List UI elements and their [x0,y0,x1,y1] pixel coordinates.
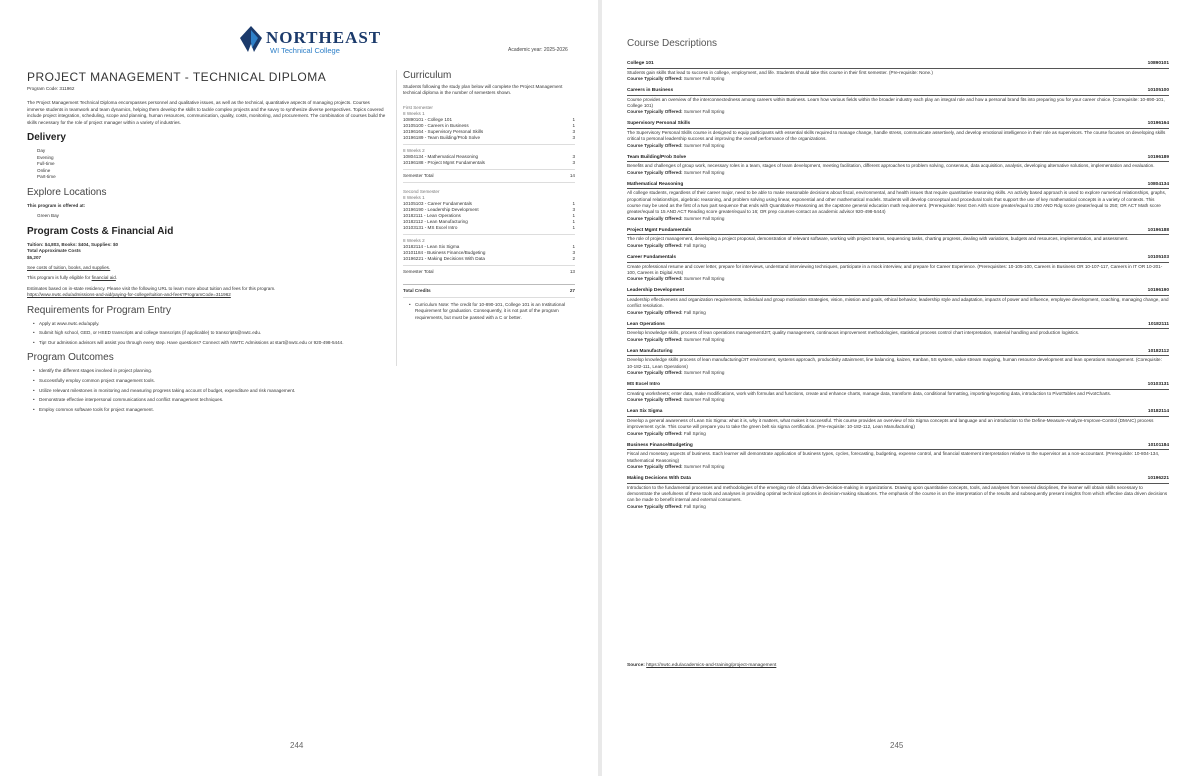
semester-total: Semester Total 14 [403,172,575,178]
course-number: 10196189 [1147,154,1169,160]
curriculum-panel [403,70,575,325]
course-offered: Course Typically Offered: Fall Spring [627,503,706,509]
curriculum-course-row: 10182112 - Lean Manufacturing 1 [403,218,575,224]
see-costs-link[interactable]: See costs of tuition, books, and supplies. [27,265,111,271]
block-label: 8 Weeks 1 [403,110,425,116]
tuition-line: Tuition: $4,803, Books: $404, Supplies: $0 [27,241,119,247]
course-title: Project Mgmt Fundamentals [627,227,692,233]
requirements-heading: Requirements for Program Entry [27,304,171,316]
source-link[interactable]: https://nwtc.edu/academics-and-training/project-management [646,663,777,668]
course-description: All college students, regardless of their career major, need to be able to make reasonable decisions about fiscal, environmental, and health issues that require quantitative reasoning skills. An activity based approach is used to explore numerical relationships, graphs, proportional relationships, algebraic reasoning, and problem solving using linear, exponential and other mathematical models. Students will develop conceptual and procedural tools that support the use of key mathematical concepts in a variety of contexts. This course may be used as the first of a two part sequence that ends with Quantitative Reasoning as the capstone general education math requirement. (Prerequisite: Next Gen Arith score greater/equal to 250 AND Rdg score greater/equal to 250; OR ACT Math score greater/equal to 15 AND ACT Reading score greater/equal to 16; OR prep courses-contact an academic advisor 920-498-5444) [627,190,1167,215]
course-title: Supervisory Personal Skills [627,121,691,127]
course-number: 10182111 [1148,321,1169,327]
course-title: Mathematical Reasoning [627,181,684,187]
delivery-heading: Delivery [27,132,66,144]
course-title: Team Building/Prob Solve [627,154,687,160]
course-offered: Course Typically Offered: Summer Fall Spring [627,142,725,148]
course-description: Introduction to the fundamental processes and methodologies of the emerging role of data driven-decision-making in organizations. Drawing upon quantitative concepts, tools, and analyses from several disciplines, the learner will obtain skills necessary to demonstrate the usefulness of these tools and analyses in providing optimal technical options in decision-making situations. The emphasis of the course is on the interpretation of the results and subsequently present insights from which effective data driven decisions can be made to benefit internal and external consumers. [627,484,1168,503]
course-entry [627,255,1169,282]
course-offered: Course Typically Offered: Fall Spring [627,430,706,436]
course-offered: Course Typically Offered: Summer Fall Spring [627,397,725,403]
outcomes-heading: Program Outcomes [27,352,114,364]
curriculum-course-row: 10196190 - Leadership Development 3 [403,206,575,212]
tuition-url-link[interactable]: https://www.nwtc.edu/admissions-and-aid/paying-for-college/tuition-and-fees?ProgramCode=311962 [27,292,231,298]
curriculum-course-row: 10196189 - Team Building/Prob Solve 3 [403,134,575,140]
curriculum-note: • Curriculum Note: The credit for 10-890-101, College 101 is an Institutional Requirement for graduation. Consequently, it is not part of the program requirements, but must be passed with a C or better. [409,302,575,322]
course-description: Leadership effectiveness and organization requirements, individual and group motivation strategies, vision, mission and goals, ethical behavior, leadership style and adaptation, impacts of power and influence, employee development, coaching, managing change, and conflict resolution. [627,296,1169,309]
logo-subtitle: WI Technical College [270,46,340,55]
outcome-item: • Demonstrate effective interpersonal communications and conflict management techniques. [33,397,387,404]
course-number: 10103131 [1147,382,1169,388]
curriculum-course-row: 10804134 - Mathematical Reasoning 3 [403,153,575,159]
curriculum-course-row: 10101184 - Business Finance/Budgeting 3 [403,249,575,255]
course-offered: Course Typically Offered: Summer Fall Spring [627,276,725,282]
curriculum-intro: Students following the study plan below will complete the Project Management technical diploma in the number of semesters shown. [403,84,563,96]
curriculum-course-row: 10196221 - Making Decisions With Data 2 [403,255,575,261]
course-entry [627,121,1169,148]
source-line: Source: https://nwtc.edu/academics-and-training/project-management [627,663,777,668]
program-overview [27,70,387,416]
course-offered: Course Typically Offered: Summer Fall Spring [627,169,725,175]
delivery-item: Part-time [37,174,56,180]
course-description: Fiscal and monetary aspects of business. Each learner will demonstrate application of business types, cycles, forecasting, budgeting, expense control, and financial statement interpretation relative to the supervisor as a non-accountant. (Prerequisite: 10-804-134, Mathematical Reasoning) [627,451,1160,463]
outcome-item: • Employ common software tools for project management. [33,407,387,414]
semester-total: Semester Total 13 [403,268,575,274]
course-number: 10101184 [1147,442,1169,448]
program-intro: The Project Management Technical Diploma encompasses personnel and qualitative issues, as well as the technical, quantitative aspects of managing projects. Courses immerse students in teamwork and team dynamics, helping them develop the skills to tackle complex projects and the savvy to synthesize diverse perspectives. Topics covered include project integration, scheduling, scope and planning, human resources, communication, quality, costs, monitoring, and procurement. The combination of courses build the skills necessary for the role of project manager within a variety of industries. [27,100,386,125]
curriculum-course-row: 10105103 - Career Fundamentals 1 [403,200,575,206]
logo-name: NORTHEAST [266,28,382,47]
financial-aid-link[interactable]: financial aid [91,275,116,281]
requirement-item: • Tip! Our admission advisors will assist you through every step. Have questions? Connect with NWTC Admissions at start@nwtc.edu or 920-498-5444. [33,340,387,347]
delivery-item: Evening [37,154,54,160]
curriculum-course-row: 10890101 - College 101 1 [403,116,575,122]
curriculum-heading: Curriculum [403,70,452,81]
estimates-note: Estimates based on in-state residency. Please visit the following URL to learn more about tuition and fees for this program. [27,285,276,291]
course-entry [627,228,1169,249]
semester-label: Second Semester [403,188,440,194]
curriculum-note-list [409,302,575,322]
right-page [602,0,1200,776]
curriculum-course-row: 10182111 - Lean Operations 1 [403,212,575,218]
curriculum-course-row: 10105100 - Careers in Business 1 [403,122,575,128]
outcomes-list [33,368,387,413]
outcome-item: • Successfully employ common project management tools. [33,378,387,385]
requirement-item: • Submit high school, GED, or HSED transcripts and college transcripts (if applicable) to transcripts@nwtc.edu. [33,330,387,337]
course-description: Create professional resume and cover letter, prepare for interviews, understand interviewing techniques, participate in a mock interview, and prepare for Career Experience. (Prerequisites: 10-105-100, Careers in Business OR 10-107-117, Careers in IT OR 10-201-100, Careers in Digital Arts) [627,263,1163,275]
course-description: The Supervisory Personal Skills course is designed to equip participants with essential skills required to manage change, handle stress, communicate assertively, and develop emotional intelligence in their role as supervisors. The course focuses on developing skills critical to personal leadership success and improving the overall performance of the organizations. [627,129,1166,142]
course-entry [627,155,1169,176]
semester-label: First Semester [403,104,433,110]
course-number: 10182114 [1147,409,1169,415]
course-offered: Course Typically Offered: Fall Spring [627,309,706,315]
course-description: Course provides an overview of the interconnectedness among careers within Business. Learn how various fields within the broader industry each play an integral role and how a personal brand fits into preparing you for your career choice. (Corequisite: 10-890-101, College 101) [627,96,1165,108]
curriculum-course-row: 10103131 - MS Excel Intro 1 [403,224,575,230]
course-entry [627,61,1169,82]
outcome-item: • Identify the different stages involved in project planning. [33,368,387,375]
course-number: 10105103 [1147,255,1169,261]
column-divider [396,70,397,366]
requirements-list [33,321,387,347]
course-entry [627,382,1169,403]
course-offered: Course Typically Offered: Fall Spring [627,242,706,248]
block-label: 8 Weeks 2 [403,147,425,153]
course-description: Develop a general awareness of Lean Six Sigma: what it is, why it matters, what makes it successful. This course provides an overview of Six Sigma concepts and language and an introduction to the Define-Measure-Analyze-Improve-Control (DMAIC) process improvement cycle. This course will prepare you to take the green belt six sigma certification. (Pre-requisite: 10-182-112, Lean Manufacturing) [627,417,1154,430]
course-title: Careers in Business [627,88,674,94]
financial-aid-line: This program is fully eligible for financial aid. [27,275,118,281]
delivery-item: Full-time [37,161,55,167]
course-offered: Course Typically Offered: Summer Fall Spring [627,109,725,115]
course-entry [627,443,1169,470]
course-number: 10196164 [1147,121,1169,127]
course-offered: Course Typically Offered: Summer Fall Spring [627,75,725,81]
outcome-item: • Utilize relevant milestones in monitoring and measuring progress taking account of budget, expenditure and risk management. [33,388,387,395]
course-descriptions-heading: Course Descriptions [627,38,718,49]
college-logo [240,26,382,56]
course-title: Lean Six Sigma [627,409,663,415]
course-list [627,61,1169,516]
course-description: Students gain skills that lead to success in college, employment, and life. Students should take this course in their first semester. (Pre-requisite: None.) [627,69,933,75]
course-title: Leadership Development [627,288,685,294]
block-label: 8 Weeks 2 [403,237,425,243]
program-title: PROJECT MANAGEMENT - TECHNICAL DIPLOMA [27,70,327,84]
page-number-left: 244 [290,741,304,750]
locations-offered: This program is offered at: [27,203,86,208]
course-title: Lean Operations [627,321,665,327]
course-description: Creating worksheets; enter data, make modifications, work with formulas and functions, create and enhance charts, manage data, transform data, conditional formatting, importing/exporting data, introduction to PivotTables and PivotCharts. [627,390,1112,396]
delivery-item: Online [37,167,51,173]
course-title: Lean Manufacturing [627,348,673,354]
course-number: 10196190 [1147,288,1169,294]
course-number: 10105100 [1147,88,1169,94]
course-description: The role of project management, developing a project proposal, demonstration of relevant software, working with project teams, sequencing tasks, charting progress, dealing with variations, budgets and resources, implementation, and assessment. [627,236,1129,242]
left-page [0,0,598,776]
block-label: 8 Weeks 1 [403,194,425,200]
course-number: 10804134 [1147,181,1169,187]
total-costs-value: $5,207 [27,254,42,260]
course-offered: Course Typically Offered: Summer Fall Spring [627,463,725,469]
curriculum-course-row: 10196188 - Project Mgmt Fundamentals 3 [403,159,575,165]
course-description: Develop knowledge skills, process of lean operations management/JIT, quality management, continuous improvement methodologies, statistical process control chart interpretation, material handling and production logistics. [627,330,1080,336]
course-description: Benefits and challenges of group work, necessary roles in a team, stages of team development, meeting facilitation, different approaches to problem solving, consensus, data acquisition, analysis, developing alternative solutions, implementation and evaluation. [627,163,1155,169]
curriculum-course-row: 10182114 - Lean Six Sigma 1 [403,243,575,249]
total-costs-label: Total Approximate Costs [27,248,81,254]
course-title: Making Decisions With Data [627,476,691,482]
delivery-list [37,148,387,181]
course-title: College 101 [627,61,654,66]
course-number: 10182112 [1147,348,1169,354]
curriculum-course-row: 10196164 - Supervisory Personal Skills 3 [403,128,575,134]
program-code: Program Code: 311962 [27,86,75,91]
course-description: Develop knowledge skills process of lean manufacturing/JIT environment, systems approach, productivity attainment, line balancing, kaizen, Kanban, 5S system, value stream mapping, human resource development and lean operations management. (Corequisite: 10-182-111, Lean Operations) [627,357,1162,369]
page-number-right: 245 [890,741,904,750]
course-entry [627,476,1169,510]
delivery-item: Day [37,148,46,154]
course-number: 10890101 [1147,61,1169,66]
course-offered: Course Typically Offered: Summer Fall Spring [627,370,725,376]
total-credits: Total Credits 27 [403,287,575,293]
course-offered: Course Typically Offered: Summer Fall Spring [627,215,725,221]
course-entry [627,409,1169,436]
course-entry [627,182,1169,222]
location-item: Green Bay [37,213,59,219]
course-title: Career Fundamentals [627,255,677,261]
requirement-item: • Apply at www.nwtc.edu/apply. [33,321,387,328]
locations-heading: Explore Locations [27,187,107,198]
course-entry [627,322,1169,343]
course-entry [627,349,1169,376]
course-entry [627,88,1169,115]
course-number: 10196188 [1147,227,1169,233]
costs-heading: Program Costs & Financial Aid [27,225,174,237]
course-title: Business Finance/Budgeting [627,442,693,448]
course-offered: Course Typically Offered: Summer Fall Spring [627,336,725,342]
academic-year: Academic year: 2025-2026 [508,47,568,53]
course-number: 10196221 [1147,476,1169,482]
course-title: MS Excel Intro [627,382,661,388]
logo-mark-icon [240,26,262,52]
course-entry [627,288,1169,315]
